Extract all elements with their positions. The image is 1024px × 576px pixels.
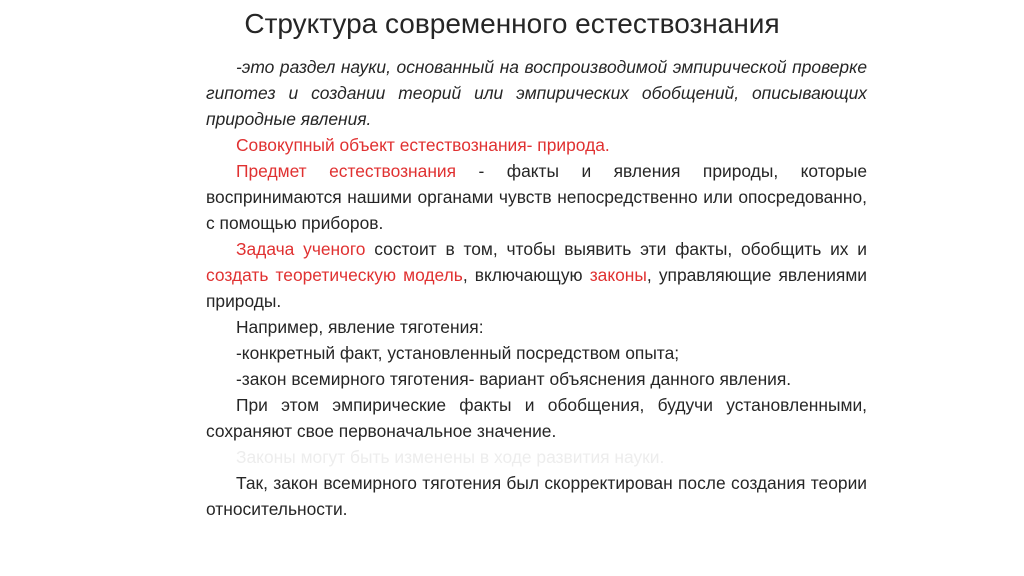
example-fact-paragraph: -конкретный факт, установленный посредством опыта; <box>236 343 680 363</box>
example-intro-paragraph: Например, явление тяготения: <box>236 317 484 337</box>
task-model-term: создать теоретическую модель <box>206 265 463 285</box>
subject-text: - факты и явления природы, которые воспринимаются нашими органами чувств непосредственно или опосредованно, с помощью приборов. <box>206 161 867 233</box>
subject-paragraph <box>206 158 867 236</box>
task-laws-term: законы <box>589 265 647 285</box>
task-text-2: , включающую <box>462 265 590 285</box>
laws-change-paragraph: Законы могут быть изменены в ходе развития науки. <box>236 447 665 467</box>
task-paragraph <box>206 236 867 314</box>
slide-title: Структура современного естествознания <box>244 8 780 39</box>
definition-paragraph: -это раздел науки, основанный на воспроизводимой эмпирической проверке гипотез и создании теорий или эмпирических обобщений, описывающих природные явления. <box>206 57 867 129</box>
relativity-note-paragraph: Так, закон всемирного тяготения был скорректирован после создания теории относительности. <box>206 473 867 519</box>
task-term: Задача ученого <box>236 239 366 259</box>
subject-term: Предмет естествознания <box>236 161 457 181</box>
task-text-3: , управляющие явлениями природы. <box>206 265 867 311</box>
slide-body <box>206 54 867 522</box>
empirical-note-paragraph: При этом эмпирические факты и обобщения, будучи установленными, сохраняют свое первоначальное значение. <box>206 395 867 441</box>
task-text-1: состоит в том, чтобы выявить эти факты, обобщить их и <box>365 239 868 259</box>
object-paragraph: Совокупный объект естествознания- природа. <box>236 135 610 155</box>
example-law-paragraph: -закон всемирного тяготения- вариант объяснения данного явления. <box>236 369 792 389</box>
